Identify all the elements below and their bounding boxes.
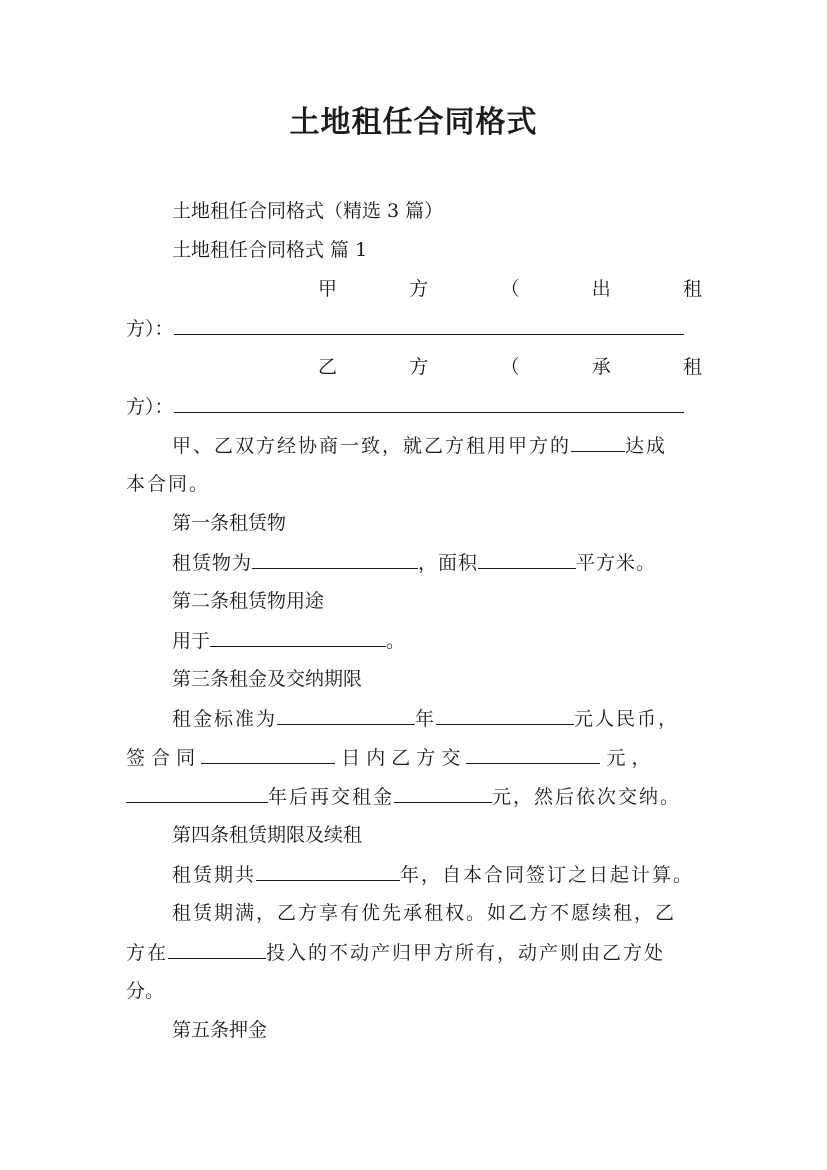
- party-a-label: [318, 276, 702, 302]
- art2-text-a: 用于: [172, 630, 211, 652]
- art4-l1-text-b: 年，自本合同签订之日起计算。: [400, 864, 695, 886]
- art3-l2-text-b: 日 内 乙 方 交: [341, 747, 461, 769]
- subtitle: 土地租任合同格式（精选 3 篇）: [172, 200, 444, 222]
- intro-text: 甲、乙双方经协商一致，就乙方租用甲方的: [172, 435, 572, 457]
- art1-blank-2: [478, 549, 576, 569]
- art2-text-b: 。: [386, 630, 406, 652]
- party-b-label-end: 方）：: [126, 396, 174, 418]
- section-heading: 土地租任合同格式 篇 1: [172, 239, 368, 261]
- article-1-title: 第一条租赁物: [172, 512, 287, 534]
- art4-l1-text-a: 租赁期共: [172, 864, 257, 886]
- party-b-char: 承: [591, 356, 611, 378]
- art3-l3-text-b: 元，然后依次交纳。: [492, 786, 682, 808]
- art1-text-c: 平方米。: [576, 552, 657, 574]
- party-b-line: [126, 393, 684, 420]
- art3-l2-blank-1: [201, 744, 335, 764]
- article-4-line-4: 分。: [126, 980, 165, 1002]
- intro-line-1: [172, 432, 667, 459]
- party-a-blank: [174, 315, 684, 335]
- article-3-line-1: [172, 705, 679, 732]
- party-a-char: 出: [591, 278, 611, 300]
- intro-text-end: 达成: [625, 435, 668, 457]
- art1-text-b: ，面积: [418, 552, 479, 574]
- party-a-line: [126, 315, 684, 342]
- art4-l3-text-a: 方在: [126, 942, 169, 964]
- article-3-title: 第三条租金及交纳期限: [172, 668, 363, 690]
- art3-l2-text-a: 签 合 同: [126, 747, 196, 769]
- article-4-line-1: [172, 861, 694, 888]
- art1-blank-1: [252, 549, 418, 569]
- art3-l3-blank-1: [126, 783, 268, 803]
- article-1-line: [172, 549, 656, 576]
- article-4-line-3: [126, 939, 665, 966]
- art3-l1-blank-2: [436, 705, 574, 725]
- article-3-line-2: [126, 744, 651, 771]
- article-4-title: 第四条租赁期限及续租: [172, 824, 363, 846]
- party-b-char: 方: [409, 356, 429, 378]
- art3-l1-blank-1: [277, 705, 415, 725]
- party-a-label-end: 方）：: [126, 318, 174, 340]
- party-a-char: （: [500, 278, 520, 300]
- party-a-char: 方: [409, 278, 429, 300]
- art2-blank: [210, 627, 386, 647]
- party-b-label: [318, 354, 702, 380]
- article-3-line-3: [126, 783, 681, 810]
- art3-l1-text-c: 元人民币，: [574, 708, 680, 730]
- article-4-line-2: 租赁期满，乙方享有优先承租权。如乙方不愿续租，乙: [172, 902, 677, 924]
- intro-line-2: 本合同。: [126, 473, 211, 495]
- art4-l3-text-b: 投入的不动产归甲方所有，动产则由乙方处: [266, 942, 666, 964]
- art3-l3-blank-2: [394, 783, 492, 803]
- party-b-char: （: [500, 356, 520, 378]
- article-2-line: [172, 627, 405, 654]
- art4-l3-blank: [168, 939, 266, 959]
- party-a-char: 租: [682, 278, 702, 300]
- article-2-title: 第二条租赁物用途: [172, 590, 325, 612]
- art3-l2-blank-2: [466, 744, 600, 764]
- article-5-title: 第五条押金: [172, 1019, 268, 1041]
- art4-l1-blank: [256, 861, 400, 881]
- art3-l3-text-a: 年后再交租金: [268, 786, 395, 808]
- art3-l1-text-a: 租金标准为: [172, 708, 278, 730]
- art3-l1-text-b: 年: [415, 708, 437, 730]
- party-a-char: 甲: [318, 278, 338, 300]
- art3-l2-text-c: 元 ，: [606, 747, 651, 769]
- party-b-char: 乙: [318, 356, 338, 378]
- party-b-blank: [174, 393, 684, 413]
- art1-text-a: 租赁物为: [172, 552, 253, 574]
- intro-blank: [571, 432, 625, 452]
- party-b-char: 租: [682, 356, 702, 378]
- document-title: 土地租任合同格式: [289, 105, 538, 140]
